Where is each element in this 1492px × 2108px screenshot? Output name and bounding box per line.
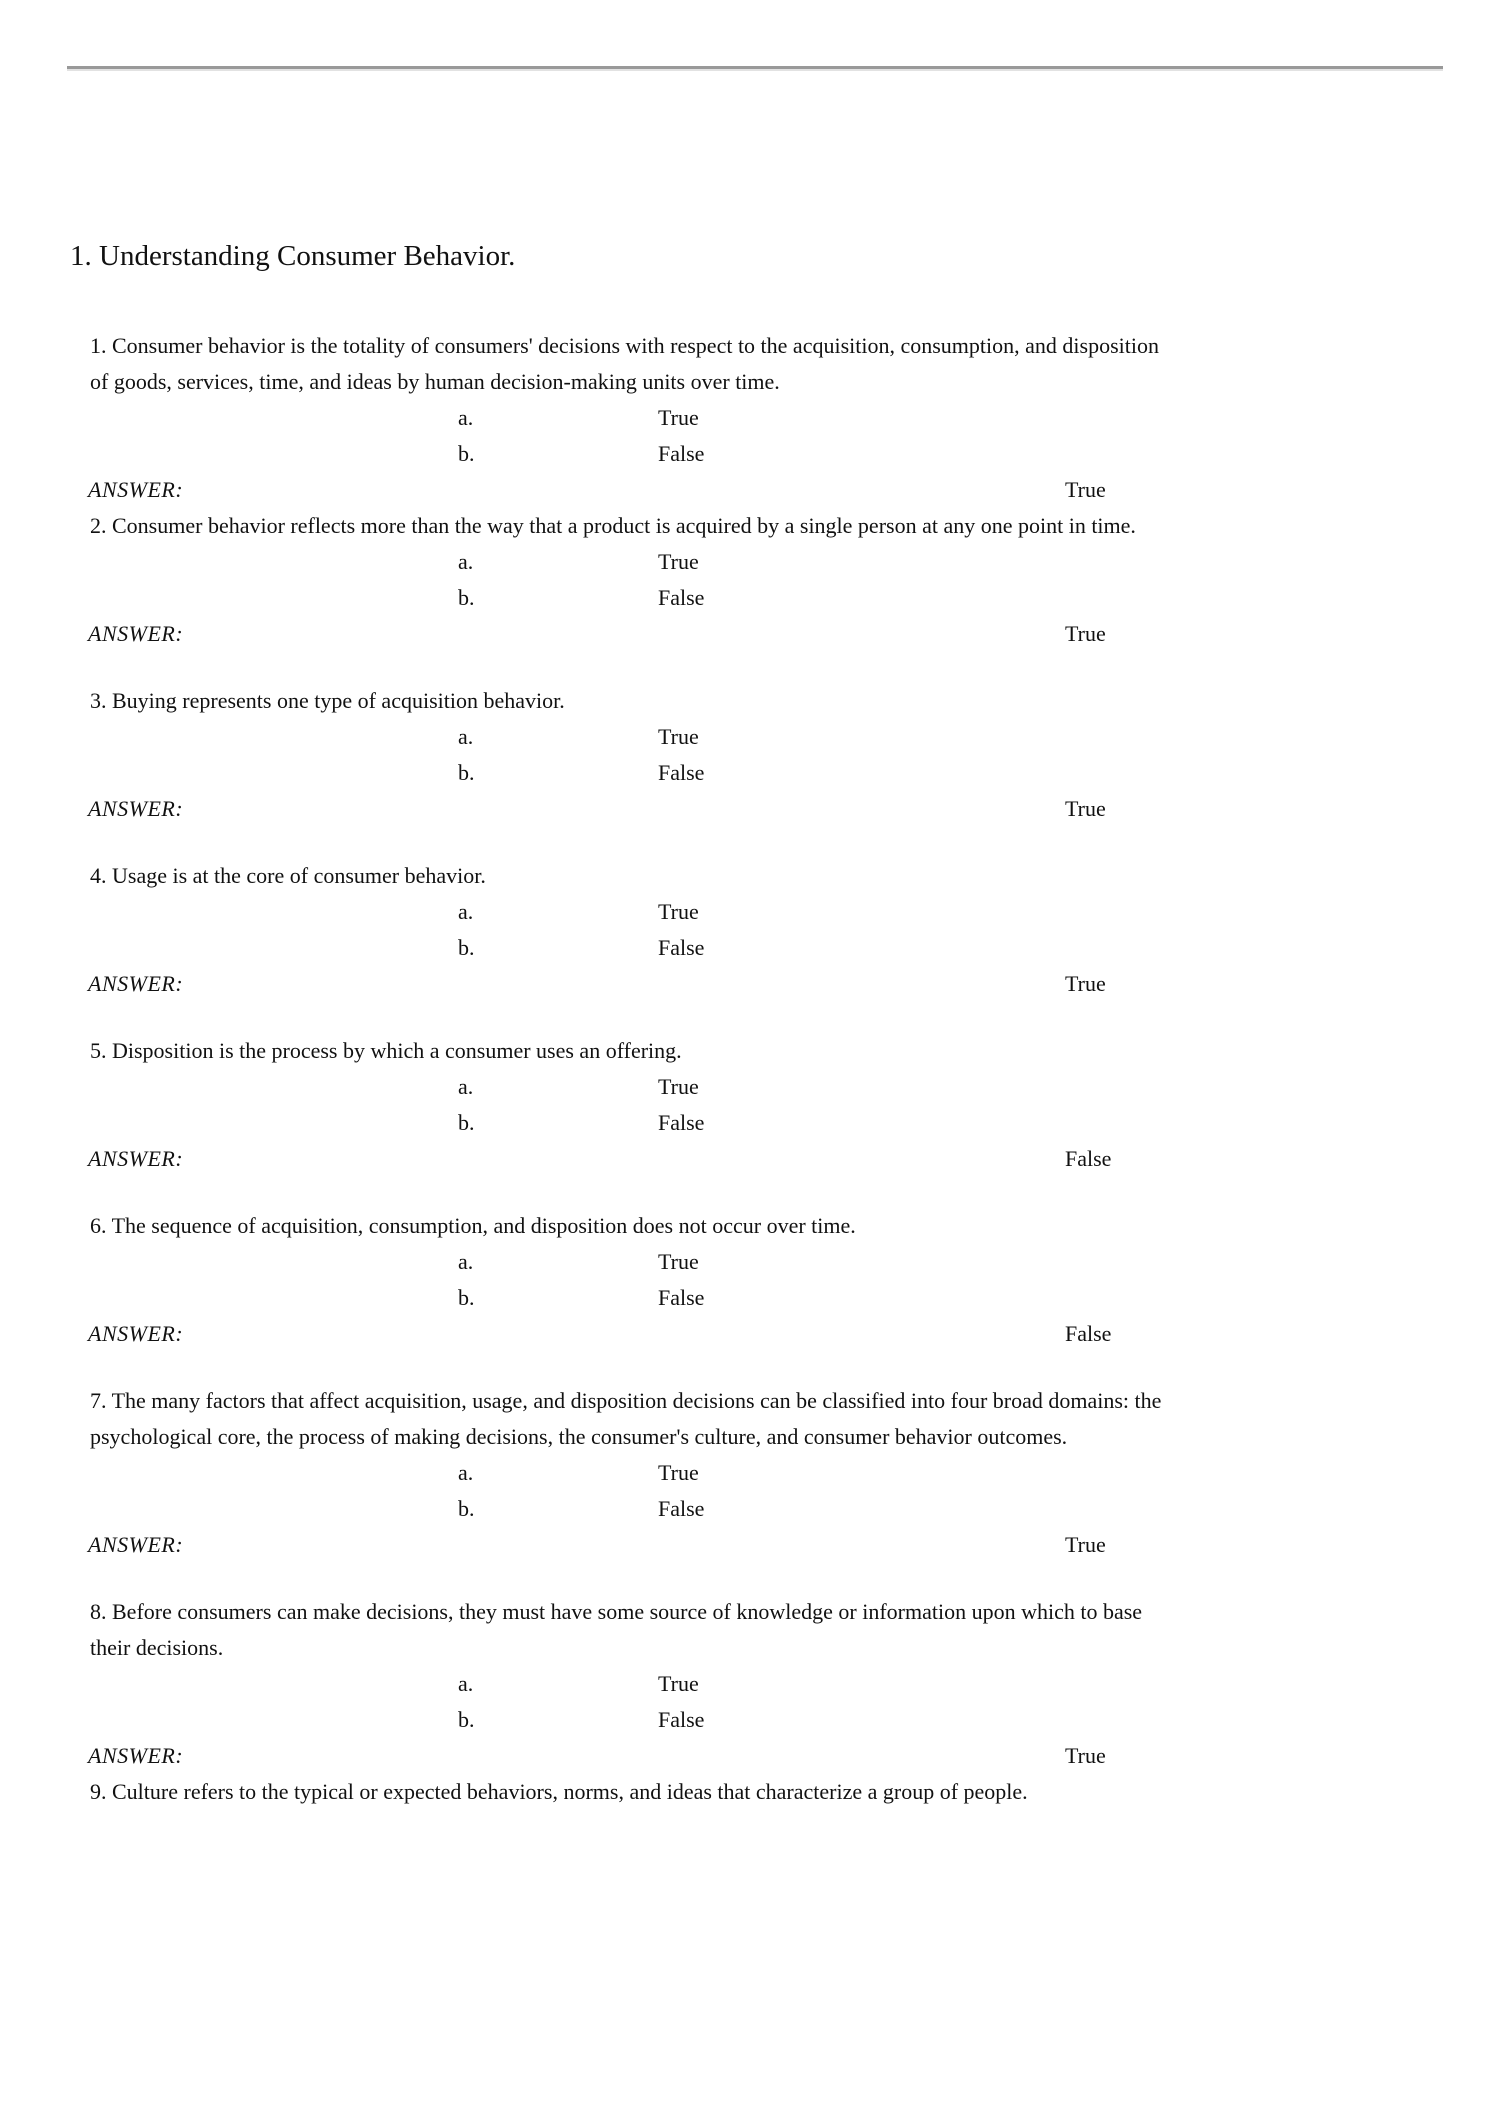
question-text: of goods, services, time, and ideas by human decision-making units over time. (90, 369, 780, 394)
answer-label: ANSWER: (88, 796, 184, 821)
question-block (90, 508, 1450, 652)
option-b-value: False (658, 935, 705, 960)
option-b-letter: b. (458, 1110, 475, 1135)
option-a-value: True (658, 405, 699, 430)
answer-label: ANSWER: (88, 1532, 184, 1557)
option-b-value: False (658, 1496, 705, 1521)
answer-label: ANSWER: (88, 971, 184, 996)
option-a-value: True (658, 899, 699, 924)
answer-row (90, 791, 1450, 827)
question-block (90, 1033, 1450, 1177)
option-row-a (90, 1455, 1450, 1491)
option-a-value: True (658, 1249, 699, 1274)
option-row-b (90, 1702, 1450, 1738)
answer-row (90, 616, 1450, 652)
option-a-letter: a. (458, 1671, 474, 1696)
option-b-value: False (658, 1285, 705, 1310)
option-a-letter: a. (458, 724, 474, 749)
option-row-b (90, 436, 1450, 472)
option-b-value: False (658, 1707, 705, 1732)
question-text: 5. Disposition is the process by which a consumer uses an offering. (90, 1038, 682, 1063)
answer-value: True (1065, 477, 1106, 502)
question-text: their decisions. (90, 1635, 224, 1660)
option-b-letter: b. (458, 760, 475, 785)
option-row-a (90, 544, 1450, 580)
option-a-value: True (658, 724, 699, 749)
question-text: 8. Before consumers can make decisions, they must have some source of knowledge or information upon which to base (90, 1599, 1143, 1624)
answer-value: True (1065, 796, 1106, 821)
answer-label: ANSWER: (88, 1743, 184, 1768)
option-row-b (90, 755, 1450, 791)
answer-label: ANSWER: (88, 621, 184, 646)
question-text: 1. Consumer behavior is the totality of consumers' decisions with respect to the acquisition, consumption, and disposition (90, 333, 1159, 358)
option-row-b (90, 930, 1450, 966)
option-b-letter: b. (458, 1707, 475, 1732)
option-row-a (90, 894, 1450, 930)
question-block (90, 328, 1450, 508)
question-block (90, 1594, 1450, 1774)
answer-row (90, 1316, 1450, 1352)
question-text: 7. The many factors that affect acquisition, usage, and disposition decisions can be classified into four broad domains: the (90, 1388, 1162, 1413)
answer-value: True (1065, 1532, 1106, 1557)
question-block (90, 858, 1450, 1002)
option-b-letter: b. (458, 441, 475, 466)
option-a-letter: a. (458, 1460, 474, 1485)
option-row-b (90, 1280, 1450, 1316)
answer-label: ANSWER: (88, 1321, 184, 1346)
option-row-a (90, 719, 1450, 755)
option-row-a (90, 400, 1450, 436)
answer-value: True (1065, 621, 1106, 646)
option-b-value: False (658, 1110, 705, 1135)
option-row-b (90, 580, 1450, 616)
answer-label: ANSWER: (88, 1146, 184, 1171)
option-row-b (90, 1105, 1450, 1141)
option-row-a (90, 1069, 1450, 1105)
option-b-value: False (658, 441, 705, 466)
question-text: 9. Culture refers to the typical or expected behaviors, norms, and ideas that characterize a group of people. (90, 1779, 1028, 1804)
option-row-a (90, 1666, 1450, 1702)
option-a-value: True (658, 549, 699, 574)
option-b-value: False (658, 585, 705, 610)
option-row-b (90, 1491, 1450, 1527)
answer-row (90, 966, 1450, 1002)
question-text: 6. The sequence of acquisition, consumption, and disposition does not occur over time. (90, 1213, 856, 1238)
page-title: 1. Understanding Consumer Behavior. (70, 240, 516, 272)
answer-value: True (1065, 971, 1106, 996)
question-block (90, 1774, 1450, 1810)
option-a-letter: a. (458, 1074, 474, 1099)
option-a-letter: a. (458, 899, 474, 924)
question-text: psychological core, the process of making decisions, the consumer's culture, and consumer behavior outcomes. (90, 1424, 1068, 1449)
option-a-letter: a. (458, 1249, 474, 1274)
option-a-value: True (658, 1460, 699, 1485)
option-b-value: False (658, 760, 705, 785)
answer-value: True (1065, 1743, 1106, 1768)
answer-row (90, 472, 1450, 508)
answer-row (90, 1738, 1450, 1774)
question-block (90, 1383, 1450, 1563)
question-list (90, 328, 1450, 1810)
answer-row (90, 1527, 1450, 1563)
answer-row (90, 1141, 1450, 1177)
answer-value: False (1065, 1321, 1112, 1346)
document-content (70, 238, 1450, 1841)
question-text: 3. Buying represents one type of acquisition behavior. (90, 688, 565, 713)
answer-value: False (1065, 1146, 1112, 1171)
top-divider-rule (67, 66, 1443, 71)
option-a-letter: a. (458, 549, 474, 574)
answer-label: ANSWER: (88, 477, 184, 502)
question-block (90, 683, 1450, 827)
question-text: 4. Usage is at the core of consumer behavior. (90, 863, 486, 888)
question-block (90, 1208, 1450, 1352)
option-b-letter: b. (458, 585, 475, 610)
option-a-letter: a. (458, 405, 474, 430)
option-b-letter: b. (458, 935, 475, 960)
question-text: 2. Consumer behavior reflects more than the way that a product is acquired by a single person at any one point in time. (90, 513, 1136, 538)
option-b-letter: b. (458, 1285, 475, 1310)
option-b-letter: b. (458, 1496, 475, 1521)
option-a-value: True (658, 1074, 699, 1099)
option-a-value: True (658, 1671, 699, 1696)
option-row-a (90, 1244, 1450, 1280)
